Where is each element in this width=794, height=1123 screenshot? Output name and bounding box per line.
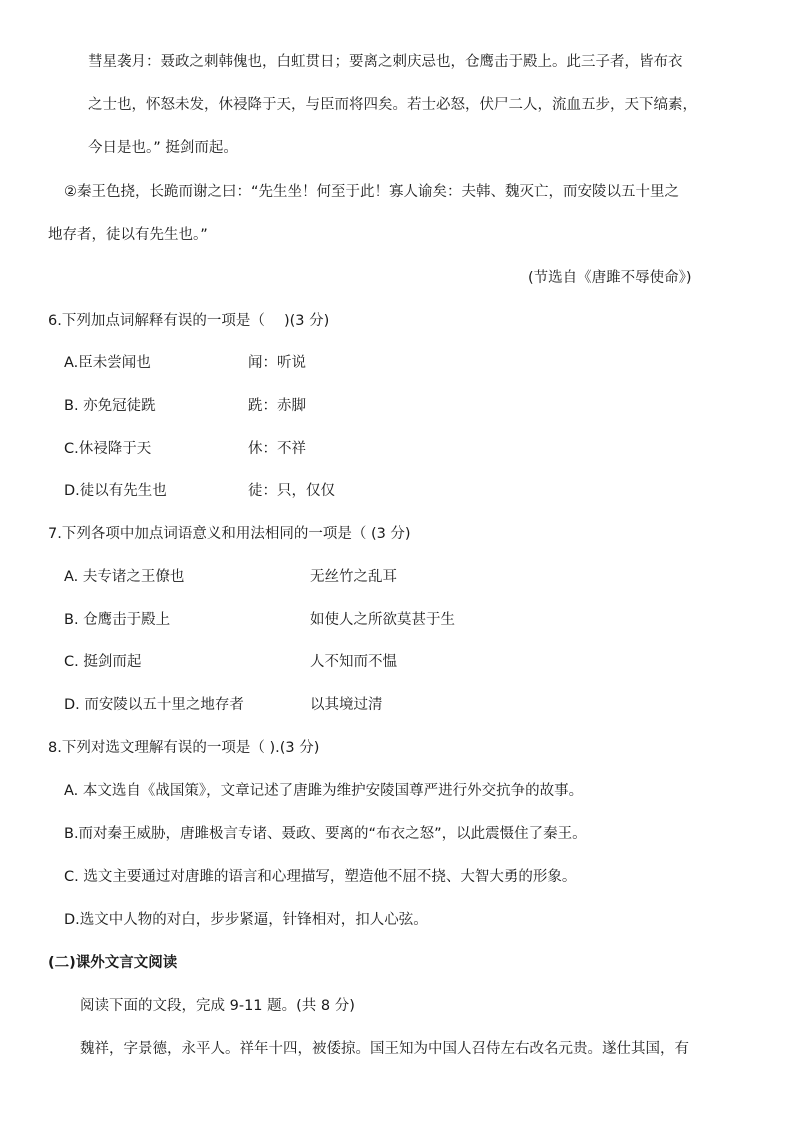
question-8-option-b: B.而对秦王威胁，唐雎极言专诸、聂政、要离的“布衣之怒”，以此震慑住了秦王。	[64, 826, 587, 842]
question-7-option-b: B. 仓鹰击于殿上	[64, 612, 171, 628]
question-8-stem: 8.下列对选文理解有误的一项是（ ).(3 分)	[48, 740, 320, 756]
question-7-stem: 7.下列各项中加点词语意义和用法相同的一项是（ (3 分)	[48, 526, 411, 542]
question-7-option-a: A. 夫专诸之王僚也	[64, 569, 185, 585]
passage-line-5: 地存者，徒以有先生也。”	[48, 227, 208, 243]
question-6-option-a-gloss: 闻：听说	[248, 355, 306, 371]
section-2-instruction: 阅读下面的文段，完成 9-11 题。(共 8 分)	[80, 998, 355, 1014]
question-8-option-a: A. 本文选自《战国策》，文章记述了唐雎为维护安陵国尊严进行外交抗争的故事。	[64, 783, 584, 799]
question-6-option-d: D.徒以有先生也	[64, 483, 167, 499]
question-7-option-d: D. 而安陵以五十里之地存者	[64, 697, 244, 713]
question-7-option-d-compare: 以其境过清	[310, 697, 383, 713]
question-6-option-d-gloss: 徒：只，仅仅	[248, 483, 335, 499]
passage-line-3: 今日是也。” 挺剑而起。	[88, 140, 238, 156]
question-7-option-a-compare: 无丝竹之乱耳	[310, 569, 397, 585]
passage-line-4: ②秦王色挠，长跪而谢之曰：“先生坐！何至于此！寡人谕矣：夫韩、魏灭亡，而安陵以五十里之	[64, 184, 680, 200]
passage-source: (节选自《唐雎不辱使命》)	[528, 270, 692, 286]
section-2-text-line-1: 魏祥，字景德，永平人。祥年十四，被倭掠。国王知为中国人召侍左右改名元贵。遂仕其国，有	[80, 1041, 689, 1057]
question-7-option-c-compare: 人不知而不愠	[310, 654, 397, 670]
question-6-option-c-gloss: 休：不祥	[248, 441, 306, 457]
question-8-option-d: D.选文中人物的对白，步步紧逼，针锋相对，扣人心弦。	[64, 912, 428, 928]
question-7-option-c: C. 挺剑而起	[64, 654, 142, 670]
passage-line-1: 彗星袭月：聂政之刺韩傀也，白虹贯日；要离之刺庆忌也，仓鹰击于殿上。此三子者，皆布衣	[88, 54, 683, 70]
question-6-option-c: C.休祲降于天	[64, 441, 152, 457]
question-7-option-b-compare: 如使人之所欲莫甚于生	[310, 612, 455, 628]
section-2-heading: (二)课外文言文阅读	[48, 955, 178, 971]
question-6-option-b: B. 亦免冠徒跣	[64, 398, 156, 414]
question-6-stem: 6.下列加点词解释有误的一项是（ )(3 分)	[48, 313, 330, 329]
question-8-option-c: C. 选文主要通过对唐雎的语言和心理描写，塑造他不屈不挠、大智大勇的形象。	[64, 869, 577, 885]
question-6-option-a: A.臣未尝闻也	[64, 355, 151, 371]
question-6-option-b-gloss: 跣：赤脚	[248, 398, 306, 414]
passage-line-2: 之士也，怀怒未发，休祲降于天，与臣而将四矣。若士必怒，伏尸二人，流血五步，天下缟素，	[88, 97, 697, 113]
